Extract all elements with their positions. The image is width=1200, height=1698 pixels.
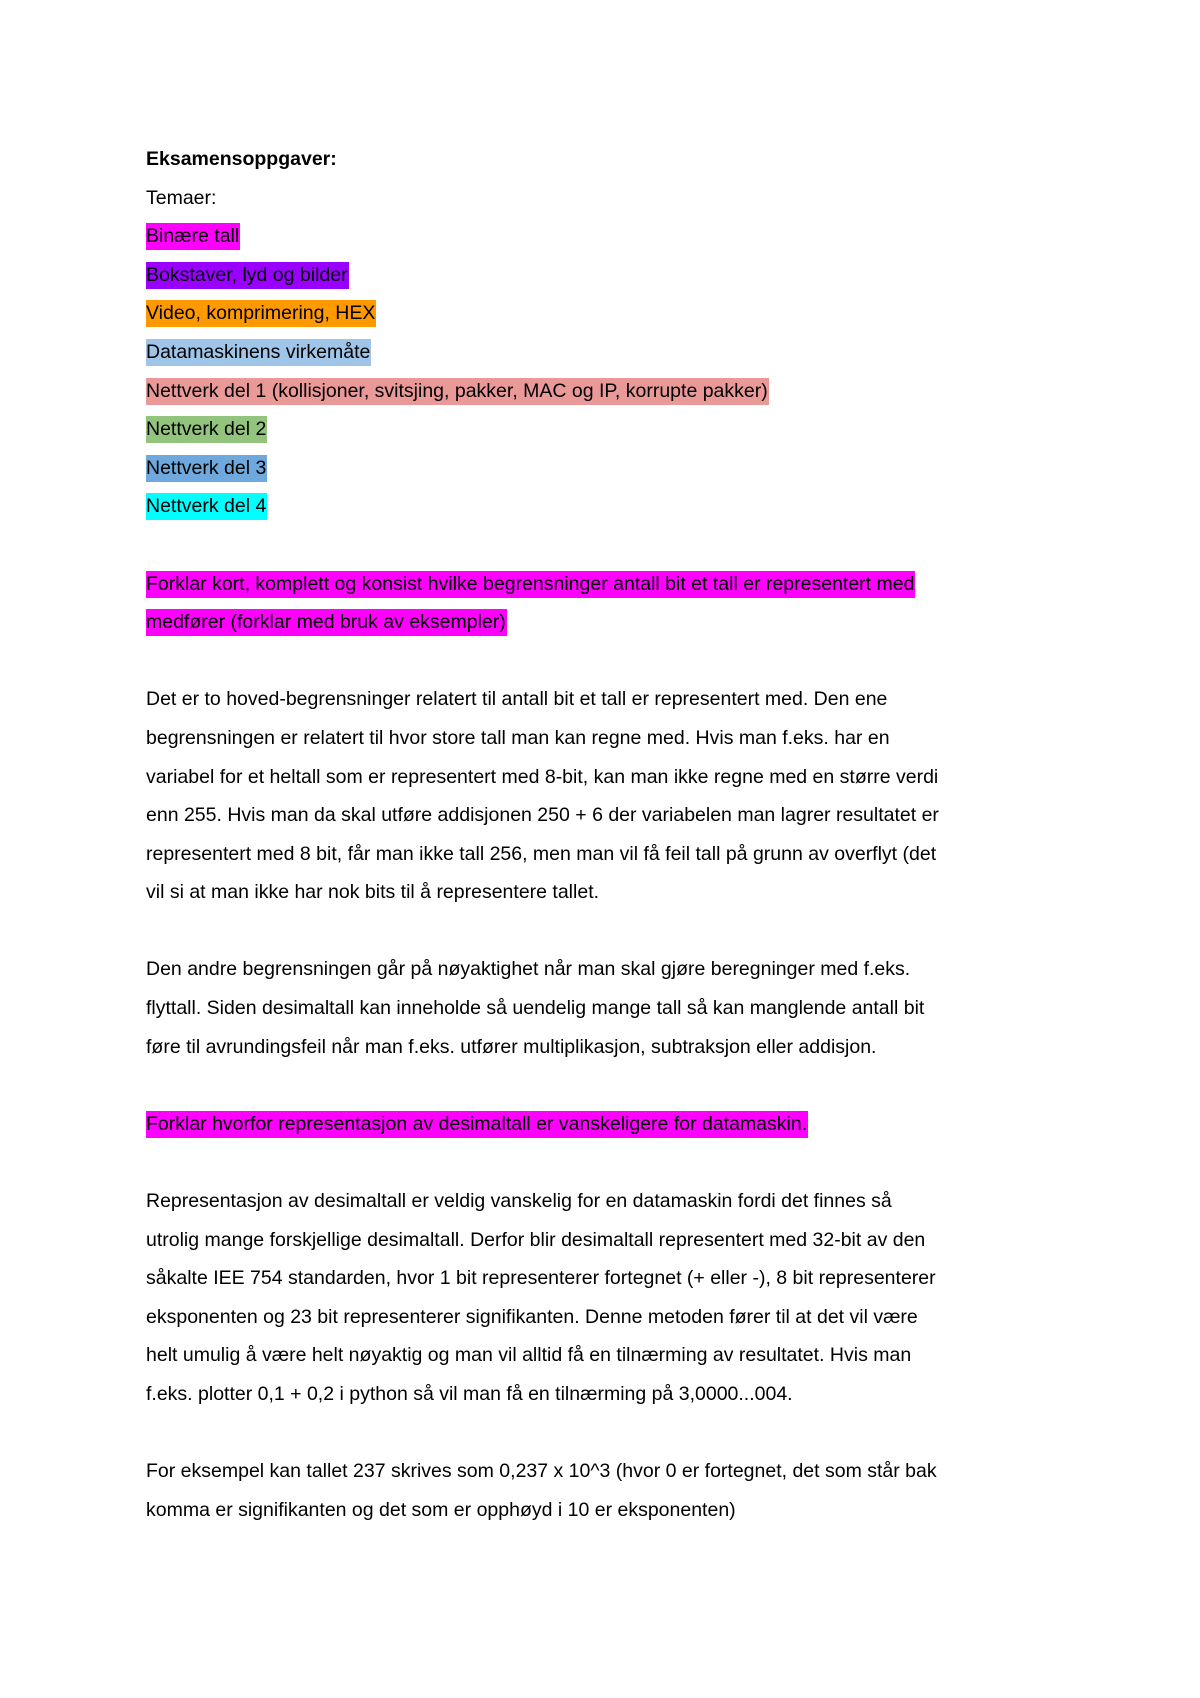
topic-item — [146, 217, 1076, 256]
spacer — [146, 1143, 1076, 1182]
spacer — [146, 642, 1076, 681]
question-highlight: medfører (forklar med bruk av eksempler) — [146, 609, 507, 636]
question-line — [146, 565, 1076, 604]
paragraph-line: eksponenten og 23 bit representerer signifikanten. Denne metoden fører til at det vil være — [146, 1305, 918, 1328]
topic-item — [146, 294, 1076, 333]
paragraph-line: føre til avrundingsfeil når man f.eks. utfører multiplikasjon, subtraksjon eller addisjon. — [146, 1035, 877, 1058]
spacer — [146, 526, 1076, 565]
document-page — [146, 140, 1076, 1529]
topic-item — [146, 410, 1076, 449]
paragraph-line: helt umulig å være helt nøyaktig og man vil alltid få en tilnærming av resultatet. Hvis man — [146, 1344, 912, 1367]
paragraph-line: f.eks. plotter 0,1 + 0,2 i python så vil man få en tilnærming på 3,0000...004. — [146, 1383, 793, 1405]
question-2 — [146, 1105, 1076, 1144]
document-title: Eksamensoppgaver: — [146, 148, 337, 170]
question-1 — [146, 565, 1076, 642]
spacer — [146, 1066, 1076, 1105]
topic-highlight: Bokstaver, lyd og bilder — [146, 262, 349, 289]
paragraph-line: Det er to hoved-begrensninger relatert til antall bit et tall er representert med. Den ene — [146, 688, 888, 711]
paragraph-line: såkalte IEE 754 standarden, hvor 1 bit representerer fortegnet (+ eller -), 8 bit representerer — [146, 1267, 936, 1290]
answer-2-paragraph-2 — [146, 1452, 1076, 1529]
topic-highlight: Video, komprimering, HEX — [146, 300, 376, 327]
topic-highlight: Nettverk del 3 — [146, 455, 267, 482]
paragraph-line: begrensningen er relatert til hvor store tall man kan regne med. Hvis man f.eks. har en — [146, 726, 890, 749]
paragraph-line: variabel for et heltall som er representert med 8-bit, kan man ikke regne med en større verdi — [146, 765, 939, 788]
topic-item — [146, 333, 1076, 372]
question-highlight: Forklar kort, komplett og konsist hvilke begrensninger antall bit et tall er representert med — [146, 571, 915, 598]
paragraph-line: vil si at man ikke har nok bits til å representere tallet. — [146, 881, 600, 904]
topic-highlight: Nettverk del 4 — [146, 493, 267, 520]
topic-item — [146, 372, 1076, 411]
paragraph-line: komma er signifikanten og det som er opphøyd i 10 er eksponenten) — [146, 1498, 736, 1521]
answer-1-paragraph-1 — [146, 680, 1076, 912]
paragraph-line: For eksempel kan tallet 237 skrives som 0,237 x 10^3 (hvor 0 er fortegnet, det som står bak — [146, 1460, 937, 1483]
paragraph-line: Den andre begrensningen går på nøyaktighet når man skal gjøre beregninger med f.eks. — [146, 958, 911, 981]
paragraph-line: utrolig mange forskjellige desimaltall. Derfor blir desimaltall representert med 32-bit av den — [146, 1228, 926, 1251]
topics-label: Temaer: — [146, 186, 217, 209]
question-highlight: Forklar hvorfor representasjon av desimaltall er vanskeligere for datamaskin. — [146, 1111, 808, 1138]
spacer — [146, 912, 1076, 951]
topics-list — [146, 217, 1076, 526]
topic-item — [146, 256, 1076, 295]
topic-highlight: Binære tall — [146, 223, 240, 250]
topic-highlight: Nettverk del 1 (kollisjoner, svitsjing, pakker, MAC og IP, korrupte pakker) — [146, 378, 769, 405]
topic-item — [146, 487, 1076, 526]
paragraph-line: representert med 8 bit, får man ikke tall 256, men man vil få feil tall på grunn av overflyt (det — [146, 842, 937, 865]
topic-highlight: Nettverk del 2 — [146, 416, 267, 443]
question-line — [146, 1105, 1076, 1144]
topic-item — [146, 449, 1076, 488]
paragraph-line: enn 255. Hvis man da skal utføre addisjonen 250 + 6 der variabelen man lagrer resultatet er — [146, 804, 939, 827]
paragraph-line: flyttall. Siden desimaltall kan inneholde så uendelig mange tall så kan manglende antall bit — [146, 997, 925, 1020]
topic-highlight: Datamaskinens virkemåte — [146, 339, 371, 366]
answer-2-paragraph-1 — [146, 1182, 1076, 1414]
paragraph-line: Representasjon av desimaltall er veldig vanskelig for en datamaskin fordi det finnes så — [146, 1190, 892, 1213]
answer-1-paragraph-2 — [146, 950, 1076, 1066]
question-line — [146, 603, 1076, 642]
spacer — [146, 1414, 1076, 1453]
